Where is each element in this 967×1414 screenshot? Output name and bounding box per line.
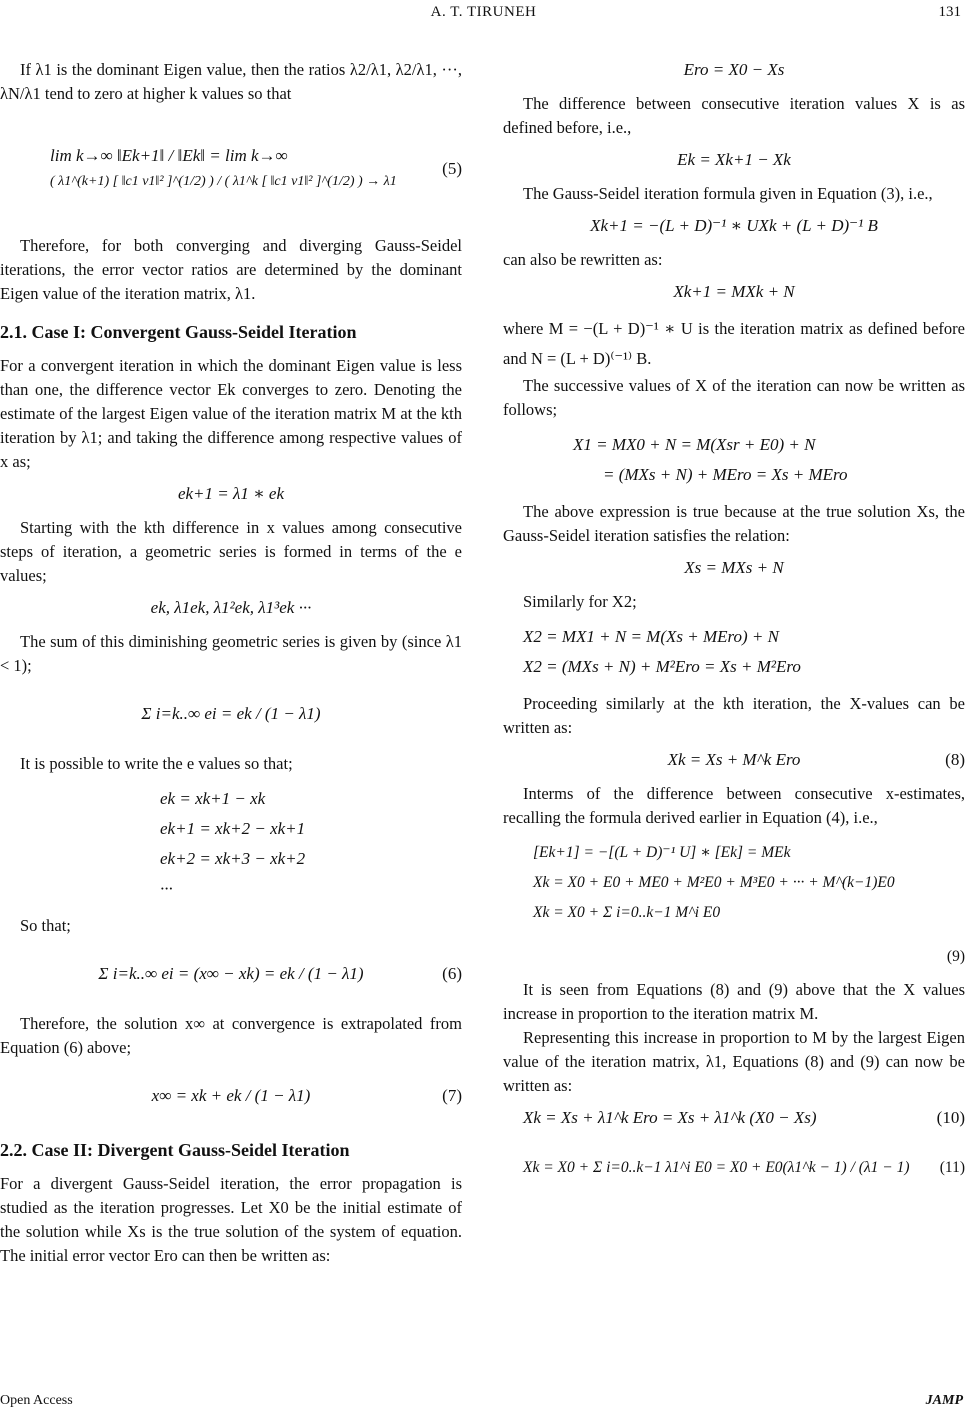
paragraph: If λ1 is the dominant Eigen value, then the ratios λ2/λ1, λ2/λ1, ···, λN/λ1 tend to zero at higher k values so that <box>0 60 462 103</box>
equation: Ero = X0 − Xs <box>683 60 785 79</box>
paragraph: Similarly for X2; <box>523 592 637 611</box>
paragraph: where M = −(L + D)⁻¹ ∗ U is the iteration matrix as defined before and N = (L + D)⁽⁻¹⁾ B. <box>503 319 965 368</box>
equation-line: = (MXs + N) + MEro = Xs + MEro <box>603 465 848 484</box>
equation: Xs = MXs + N <box>684 558 784 577</box>
paragraph: The successive values of X of the iteration can now be written as follows; <box>503 376 965 419</box>
page-number: 131 <box>938 4 961 20</box>
equation-line: ek+1 = xk+2 − xk+1 <box>160 819 306 838</box>
equation-list <box>0 784 462 904</box>
equation: Xk+1 = MXk + N <box>673 282 795 301</box>
paragraph: Representing this increase in proportion to M by the largest Eigen value of the iteration matrix, λ1, Equations (8) and (9) can now be written as: <box>503 1028 965 1095</box>
equation-6-body: Σ i=k..∞ ei = (x∞ − xk) = ek / (1 − λ1) <box>98 964 364 983</box>
equation-number: (6) <box>442 964 462 983</box>
equation-8 <box>503 748 965 772</box>
equation-line: ··· <box>160 879 173 898</box>
equation-block <box>503 430 965 490</box>
equation-line: ek+2 = xk+3 − xk+2 <box>160 849 306 868</box>
footer-left: Open Access <box>0 1393 73 1408</box>
section-heading: 2.1. Case I: Convergent Gauss-Seidel Iteration <box>0 322 357 342</box>
equation-number: (9) <box>946 948 965 965</box>
equation-11 <box>503 1140 965 1196</box>
equation-line: ek = xk+1 − xk <box>160 789 266 808</box>
equation: ek, λ1ek, λ1²ek, λ1³ek ··· <box>150 598 312 617</box>
paragraph: So that; <box>20 916 71 935</box>
equation-line: X1 = MX0 + N = M(Xsr + E0) + N <box>573 435 816 454</box>
right-column <box>503 58 965 1206</box>
equation-10 <box>503 1106 965 1130</box>
equation-number: (7) <box>442 1086 462 1105</box>
equation: Ek = Xk+1 − Xk <box>677 150 791 169</box>
journal-name: JAMP <box>925 1393 963 1408</box>
paragraph: Starting with the kth difference in x values among consecutive steps of iteration, a geometric series is formed in terms of the e values; <box>0 518 462 585</box>
paragraph: can also be rewritten as: <box>503 250 663 269</box>
equation-8-body: Xk = Xs + M^k Ero <box>667 750 801 769</box>
equation-number: (10) <box>936 1108 965 1127</box>
paragraph: Proceeding similarly at the kth iteration, the X-values can be written as: <box>503 694 965 737</box>
equation: Xk+1 = −(L + D)⁻¹ ∗ UXk + (L + D)⁻¹ B <box>590 216 878 235</box>
equation-number: (8) <box>945 750 965 769</box>
paragraph: Interms of the difference between consecutive x-estimates, recalling the formula derived earlier in Equation (4), i.e., <box>503 784 965 827</box>
equation-line: X2 = (MXs + N) + M²Ero = Xs + M²Ero <box>523 657 801 676</box>
paragraph: Therefore, the solution x∞ at convergence is extrapolated from Equation (6) above; <box>0 1014 462 1057</box>
equation-number: (5) <box>442 159 462 178</box>
running-title: A. T. TIRUNEH <box>430 4 537 20</box>
equation-line: X2 = MX1 + N = M(Xs + MEro) + N <box>523 627 779 646</box>
sum-equation: Σ i=k..∞ ei = ek / (1 − λ1) <box>141 704 321 723</box>
equation-line: [Ek+1] = −[(L + D)⁻¹ U] ∗ [Ek] = MEk <box>533 844 791 861</box>
paragraph: It is possible to write the e values so that; <box>20 754 293 773</box>
equation-number: (11) <box>939 1159 965 1176</box>
paragraph: The sum of this diminishing geometric series is given by (since λ1 < 1); <box>0 632 462 675</box>
equation-7 <box>0 1068 462 1124</box>
page-header <box>0 4 967 28</box>
equation-line: Xk = X0 + E0 + ME0 + M²E0 + M³E0 + ··· + M^(k−1)E0 <box>533 874 895 891</box>
paragraph: The above expression is true because at the true solution Xs, the Gauss-Seidel iteration satisfies the relation: <box>503 502 965 545</box>
equation-5 <box>0 114 462 224</box>
paragraph: Therefore, for both converging and diverging Gauss-Seidel iterations, the error vector ratios are determined by the dominant Eigen value of the iteration matrix, λ1. <box>0 236 462 303</box>
equation-6 <box>0 946 462 1002</box>
equation-5-rhs: ( λ1^(k+1) [ ‖c1 v1‖² ]^(1/2) ) / ( λ1^k [ ‖c1 v1‖² ]^(1/2) ) → λ1 <box>50 174 397 189</box>
paragraph: The difference between consecutive iteration values X is as defined before, i.e., <box>503 94 965 137</box>
equation: ek+1 = λ1 ∗ ek <box>177 484 285 503</box>
equation <box>0 686 462 742</box>
equation-5-lhs: lim k→∞ ‖Ek+1‖ / ‖Ek‖ = lim k→∞ <box>50 146 288 165</box>
paragraph: The Gauss-Seidel iteration formula given in Equation (3), i.e., <box>523 184 933 203</box>
paragraph: For a convergent iteration in which the dominant Eigen value is less than one, the difference vector Ek converges to zero. Denoting the estimate of the largest Eigen value of the iteration matrix M at the kth iteration by λ1; and taking the difference among respective values of x as; <box>0 356 462 471</box>
equation-11-body: Xk = X0 + Σ i=0..k−1 λ1^i E0 = X0 + E0(λ1^k − 1) / (λ1 − 1) <box>523 1159 910 1176</box>
section-heading: 2.2. Case II: Divergent Gauss-Seidel Iteration <box>0 1140 350 1160</box>
equation-line: Xk = X0 + Σ i=0..k−1 M^i E0 <box>533 904 721 921</box>
equation-block <box>503 622 965 682</box>
equation-10-body: Xk = Xs + λ1^k Ero = Xs + λ1^k (X0 − Xs) <box>523 1108 817 1127</box>
paragraph: It is seen from Equations (8) and (9) above that the X values increase in proportion to the iteration matrix M. <box>503 980 965 1023</box>
left-column <box>0 58 462 1268</box>
paragraph: For a divergent Gauss-Seidel iteration, the error propagation is studied as the iteration progresses. Let X0 be the initial estimate of the solution while Xs is the true solution of the system of equation. The initial error vector Ero can then be written as: <box>0 1174 462 1265</box>
equation-9 <box>503 838 965 968</box>
equation-7-body: x∞ = xk + ek / (1 − λ1) <box>151 1086 311 1105</box>
